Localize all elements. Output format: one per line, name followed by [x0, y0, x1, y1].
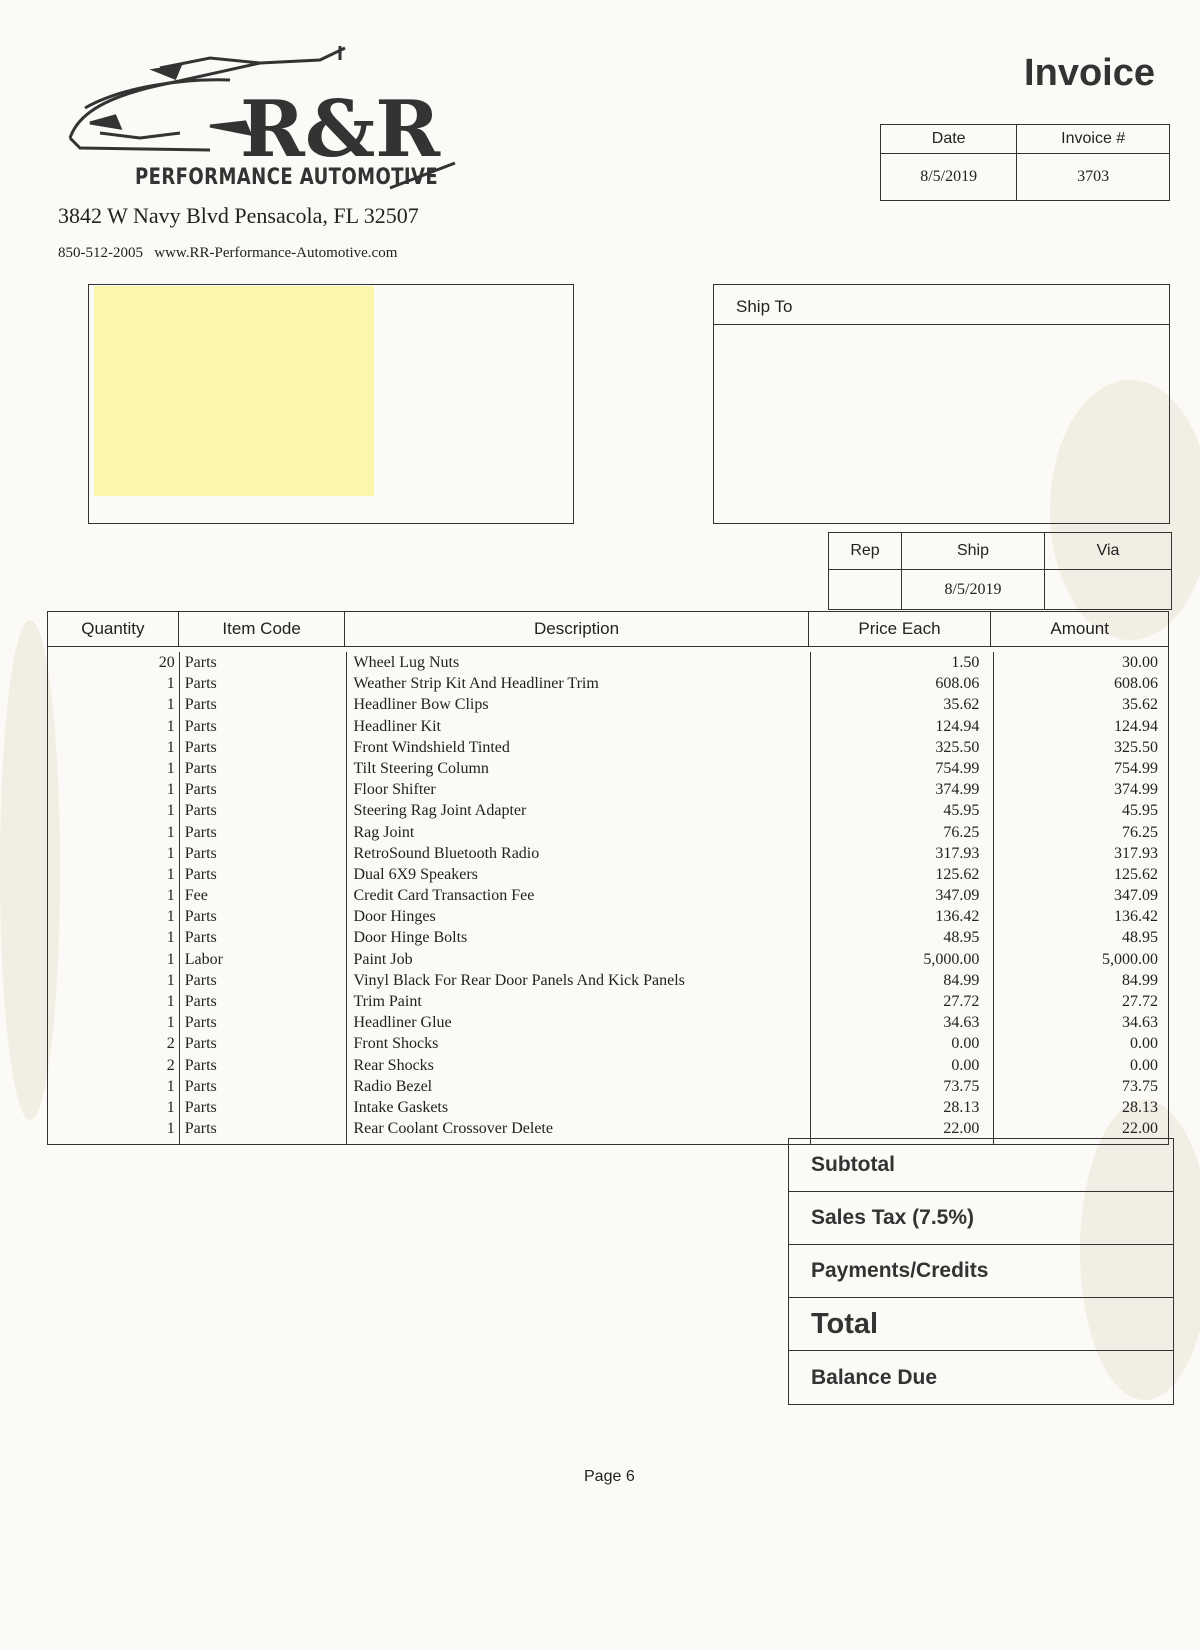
description-cell: Radio Bezel [353, 1077, 433, 1095]
price-each-cell: 317.93 [935, 844, 980, 862]
company-contact [58, 245, 397, 262]
quantity-cell: 1 [166, 1077, 175, 1095]
description-cell: Rag Joint [353, 823, 415, 841]
sales-tax-label: Sales Tax (7.5%) [789, 1192, 1173, 1245]
price-each-cell: 76.25 [943, 823, 980, 841]
item-code-cell: Labor [184, 950, 223, 968]
price-each-cell: 124.94 [935, 717, 980, 735]
amount-cell: 45.95 [1122, 802, 1158, 820]
description-cell: Front Shocks [353, 1035, 439, 1053]
item-code-cell: Parts [184, 738, 217, 756]
table-row [48, 885, 1168, 906]
quantity-cell: 1 [166, 696, 175, 714]
ship-date: 8/5/2019 [902, 570, 1045, 610]
line-items-table [47, 611, 1169, 1145]
price-each-cell: 5,000.00 [923, 950, 980, 968]
quantity-cell: 1 [166, 823, 175, 841]
amount-cell: 125.62 [1114, 865, 1158, 883]
bill-to-box [88, 284, 574, 524]
line-items-rows [48, 652, 1168, 1139]
quantity-header: Quantity [48, 612, 179, 646]
description-cell: Credit Card Transaction Fee [353, 887, 535, 905]
price-each-cell: 45.95 [943, 802, 980, 820]
payments-credits-label: Payments/Credits [789, 1245, 1173, 1298]
item-code-header: Item Code [179, 612, 346, 646]
description-cell: RetroSound Bluetooth Radio [353, 844, 540, 862]
description-header: Description [345, 612, 808, 646]
quantity-cell: 1 [166, 929, 175, 947]
table-row [48, 822, 1168, 843]
price-each-cell: 48.95 [943, 929, 980, 947]
quantity-cell: 1 [166, 908, 175, 926]
item-code-cell: Parts [184, 929, 217, 947]
invoice-number: 3703 [1017, 154, 1170, 201]
amount-cell: 28.13 [1122, 1098, 1158, 1116]
invoice-number-label: Invoice # [1017, 125, 1170, 154]
description-cell: Weather Strip Kit And Headliner Trim [353, 675, 599, 693]
quantity-cell: 1 [166, 844, 175, 862]
quantity-cell: 1 [166, 781, 175, 799]
price-each-cell: 325.50 [935, 738, 980, 756]
item-code-cell: Parts [184, 759, 217, 777]
quantity-cell: 2 [166, 1056, 175, 1074]
amount-cell: 374.99 [1114, 781, 1158, 799]
invoice-date: 8/5/2019 [881, 154, 1017, 201]
amount-cell: 73.75 [1122, 1077, 1158, 1095]
table-row [48, 906, 1168, 927]
description-cell: Paint Job [353, 950, 413, 968]
ship-to-label: Ship To [714, 285, 1169, 325]
sticky-note-redaction [94, 286, 374, 496]
amount-header: Amount [1050, 619, 1109, 638]
quantity-cell: 1 [166, 887, 175, 905]
total-label: Total [789, 1298, 1173, 1351]
table-row [48, 991, 1168, 1012]
via-value [1045, 570, 1172, 610]
table-row [48, 652, 1168, 673]
description-cell: Rear Coolant Crossover Delete [353, 1120, 553, 1138]
description-cell: Door Hinges [353, 908, 436, 926]
item-code-cell: Parts [184, 1120, 217, 1138]
item-code-cell: Parts [184, 971, 217, 989]
item-code-cell: Parts [184, 908, 217, 926]
quantity-cell: 20 [158, 654, 175, 671]
price-each-cell: 374.99 [935, 781, 980, 799]
line-items-header [48, 612, 1168, 647]
amount-cell: 347.09 [1114, 887, 1158, 905]
quantity-cell: 1 [166, 993, 175, 1010]
description-cell: Headliner Glue [353, 1014, 452, 1032]
company-address: 3842 W Navy Blvd Pensacola, FL 32507 [58, 203, 419, 228]
description-cell: Floor Shifter [353, 781, 436, 799]
description-cell: Intake Gaskets [353, 1098, 449, 1116]
amount-cell: 27.72 [1122, 993, 1158, 1010]
price-each-header: Price Each [809, 612, 992, 646]
table-row [48, 949, 1168, 970]
item-code-cell: Parts [184, 1014, 217, 1032]
quantity-cell: 1 [166, 971, 175, 989]
item-code-cell: Parts [184, 993, 217, 1010]
quantity-cell: 1 [166, 1120, 175, 1138]
item-code-cell: Parts [184, 802, 217, 820]
amount-cell: 48.95 [1122, 929, 1158, 947]
amount-cell: 317.93 [1114, 844, 1158, 862]
table-row [48, 800, 1168, 821]
quantity-cell: 1 [166, 802, 175, 820]
amount-cell: 136.42 [1114, 908, 1158, 926]
amount-cell: 76.25 [1122, 823, 1158, 841]
quantity-cell: 1 [166, 675, 175, 693]
company-name: PERFORMANCE AUTOMOTIVE [135, 165, 439, 190]
rep-value [829, 570, 902, 610]
logo-text: R&R [240, 84, 441, 175]
description-cell: Rear Shocks [353, 1056, 434, 1074]
table-row [48, 758, 1168, 779]
balance-due-label: Balance Due [811, 1365, 938, 1389]
amount-cell: 22.00 [1122, 1120, 1158, 1138]
table-row [48, 737, 1168, 758]
price-each-cell: 136.42 [935, 908, 980, 926]
line-items-body [48, 652, 1168, 1144]
company-website: www.RR-Performance-Automotive.com [154, 245, 398, 261]
table-row [48, 970, 1168, 991]
table-row [48, 1076, 1168, 1097]
quantity-cell: 1 [166, 950, 175, 968]
price-each-cell: 84.99 [943, 971, 980, 989]
item-code-cell: Parts [184, 1056, 217, 1074]
item-code-cell: Parts [184, 781, 217, 799]
totals-box [788, 1138, 1174, 1405]
table-row [48, 1033, 1168, 1054]
quantity-cell: 1 [166, 865, 175, 883]
price-each-cell: 754.99 [935, 759, 980, 777]
item-code-cell: Parts [184, 1035, 217, 1053]
description-cell: Headliner Bow Clips [353, 696, 489, 714]
table-row [48, 1097, 1168, 1118]
item-code-cell: Parts [184, 675, 217, 693]
price-each-cell: 0.00 [951, 1035, 980, 1053]
price-each-cell: 125.62 [935, 865, 980, 883]
description-cell: Headliner Kit [353, 717, 441, 735]
table-row [48, 779, 1168, 800]
price-each-cell: 22.00 [943, 1120, 980, 1138]
rep-label: Rep [829, 533, 902, 570]
company-phone: 850-512-2005 [58, 245, 143, 261]
amount-cell: 30.00 [1122, 654, 1158, 671]
item-code-cell: Parts [184, 1098, 217, 1116]
description-cell: Tilt Steering Column [353, 759, 489, 777]
table-row [48, 1055, 1168, 1076]
quantity-cell: 2 [166, 1035, 175, 1053]
item-code-cell: Parts [184, 844, 217, 862]
price-each-cell: 347.09 [935, 887, 980, 905]
ship-to-box [713, 284, 1170, 524]
amount-cell: 35.62 [1122, 696, 1158, 714]
table-row [48, 673, 1168, 694]
price-each-cell: 0.00 [951, 1056, 980, 1074]
amount-cell: 608.06 [1114, 675, 1158, 693]
table-row [48, 1118, 1168, 1139]
description-cell: Trim Paint [353, 993, 422, 1010]
ship-label: Ship [902, 533, 1045, 570]
item-code-cell: Fee [184, 887, 208, 905]
amount-cell: 124.94 [1114, 717, 1158, 735]
item-code-cell: Parts [184, 1077, 217, 1095]
quantity-cell: 1 [166, 717, 175, 735]
price-each-cell: 73.75 [943, 1077, 980, 1095]
table-row [48, 1012, 1168, 1033]
price-each-cell: 28.13 [943, 1098, 980, 1116]
shipping-info-box [828, 532, 1172, 610]
quantity-cell: 1 [166, 1014, 175, 1032]
subtotal-label: Subtotal [789, 1139, 1173, 1192]
description-cell: Steering Rag Joint Adapter [353, 802, 527, 820]
amount-cell: 754.99 [1114, 759, 1158, 777]
amount-cell: 5,000.00 [1102, 950, 1158, 968]
item-code-cell: Parts [184, 654, 217, 671]
table-row [48, 716, 1168, 737]
page-number: Page 6 [584, 1468, 635, 1485]
price-each-cell: 34.63 [943, 1014, 980, 1032]
amount-cell: 34.63 [1122, 1014, 1158, 1032]
price-each-cell: 27.72 [943, 993, 980, 1010]
item-code-cell: Parts [184, 717, 217, 735]
table-row [48, 864, 1168, 885]
price-each-cell: 608.06 [935, 675, 980, 693]
item-code-cell: Parts [184, 823, 217, 841]
amount-cell: 325.50 [1114, 738, 1158, 756]
quantity-cell: 1 [166, 738, 175, 756]
description-cell: Dual 6X9 Speakers [353, 865, 478, 883]
date-label: Date [881, 125, 1017, 154]
via-label: Via [1045, 533, 1172, 570]
amount-cell: 84.99 [1122, 971, 1158, 989]
amount-cell: 0.00 [1130, 1056, 1158, 1074]
description-cell: Front Windshield Tinted [353, 738, 510, 756]
description-cell: Vinyl Black For Rear Door Panels And Kick Panels [353, 971, 685, 989]
price-each-cell: 1.50 [951, 654, 980, 671]
table-row [48, 694, 1168, 715]
description-cell: Door Hinge Bolts [353, 929, 468, 947]
description-cell: Wheel Lug Nuts [353, 654, 460, 671]
item-code-cell: Parts [184, 696, 217, 714]
item-code-cell: Parts [184, 865, 217, 883]
price-each-cell: 35.62 [943, 696, 980, 714]
date-invoice-box [880, 124, 1170, 201]
document-title: Invoice [1024, 52, 1155, 94]
quantity-cell: 1 [166, 759, 175, 777]
table-row [48, 843, 1168, 864]
quantity-cell: 1 [166, 1098, 175, 1116]
amount-cell: 0.00 [1130, 1035, 1158, 1053]
table-row [48, 927, 1168, 948]
